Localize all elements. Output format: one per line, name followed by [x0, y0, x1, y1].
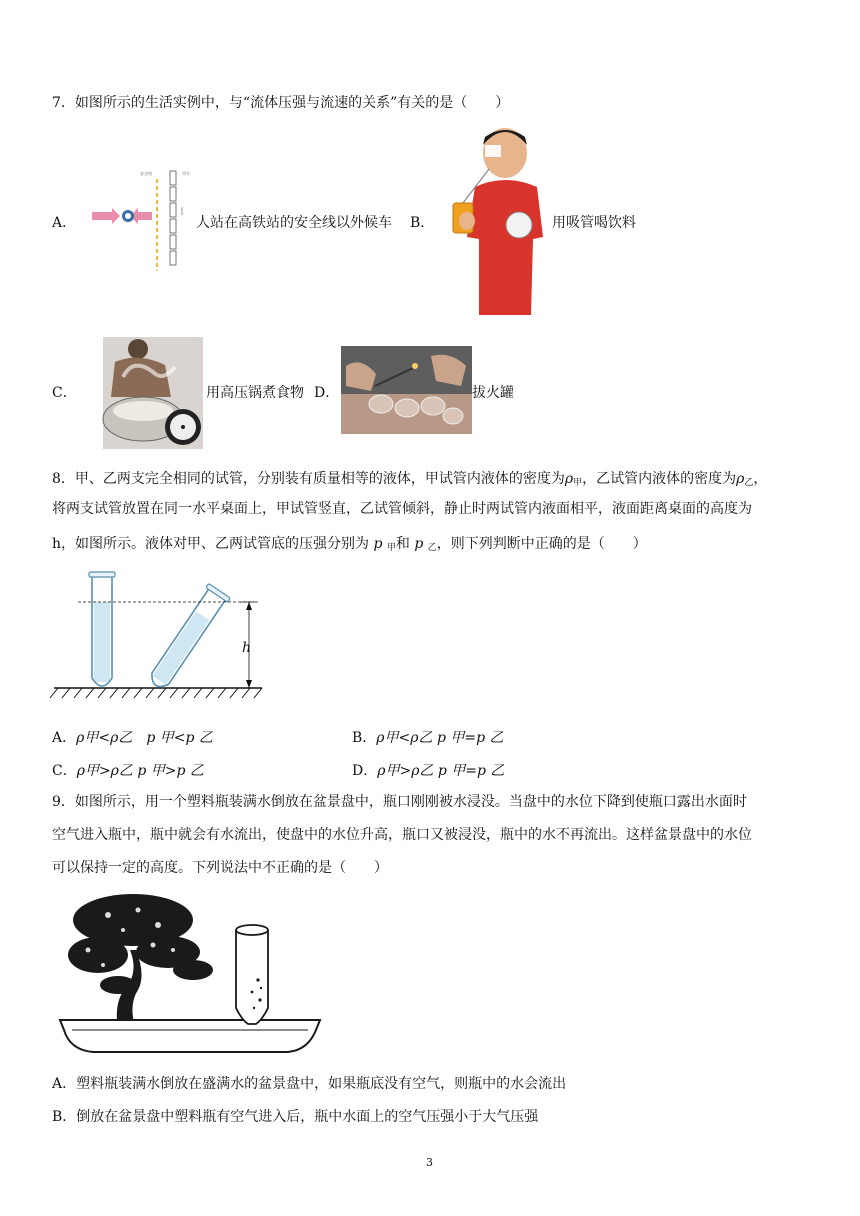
q8-p-yi-sub: 乙	[427, 543, 437, 553]
q8-yi-sub: 乙	[744, 478, 754, 488]
pressure-arrow-right	[92, 208, 120, 224]
q7-option-d-letter: D．	[314, 385, 340, 401]
q8-jia-sub: 甲	[573, 478, 583, 488]
q8-option-c[interactable]: C．ρ甲>ρ乙 p 甲>p 乙	[52, 763, 204, 779]
q8-p-yi: p	[409, 536, 428, 552]
q8-option-d[interactable]: D．ρ甲>ρ乙 p 甲=p 乙	[352, 763, 505, 779]
q9-option-a[interactable]: A．塑料瓶装满水倒放在盛满水的盆景盘中，如果瓶底没有空气，则瓶中的水会流出	[52, 1076, 567, 1092]
q7-figure-a-train-station	[90, 165, 200, 275]
q8-option-b[interactable]: B．ρ甲<ρ乙 p 甲=p 乙	[352, 730, 504, 746]
q8-line1-b: ，乙试管内液体的密度为	[582, 471, 737, 487]
q7-fig-a-train-label: 列车	[182, 171, 190, 176]
q9-bonsai-bottle-figure	[58, 890, 323, 1058]
q8-line3-c: ，则下列判断中正确的是（ ）	[436, 536, 647, 552]
q9-line2: 空气进入瓶中，瓶中就会有水流出，使盘中的水位升高，瓶口又被浸没，瓶中的水不再流出。这样盆景盘中的水位	[52, 827, 752, 843]
q8-line2: 将两支试管放置在同一水平桌面上，甲试管竖直，乙试管倾斜，静止时两试管内液面相平，液面距离桌面的高度为	[52, 501, 752, 517]
q7-fig-a-safety-label: 安全线	[140, 171, 152, 176]
inverted-bottle	[236, 930, 268, 1024]
table-hatching	[50, 688, 262, 698]
q8-line1-c: ，	[753, 471, 768, 487]
page-number: 3	[426, 1156, 433, 1169]
q8-line1	[52, 469, 767, 493]
q8-line3-b: 和	[395, 536, 410, 552]
tube-yi	[145, 584, 230, 693]
q7-option-a-letter: A．	[52, 215, 77, 231]
q7-figure-c-pressure-cooker	[103, 337, 203, 449]
q9-option-b[interactable]: B．倒放在盆景盘中塑料瓶有空气进入后，瓶中水面上的空气压强小于大气压强	[52, 1109, 539, 1125]
q7-option-b-text: 用吸管喝饮料	[552, 215, 636, 231]
q7-stem: 7．如图所示的生活实例中，与“流体压强与流速的关系”有关的是（ ）	[52, 95, 510, 111]
red-shirt	[467, 180, 543, 315]
q8-line1-a: 8．甲、乙两支完全相同的试管，分别装有质量相等的液体，甲试管内液体的密度为	[52, 471, 565, 487]
q7-option-b-letter: B．	[410, 215, 435, 231]
q9-line1: 9．如图所示，用一个塑料瓶装满水倒放在盆景盘中，瓶口刚刚被水浸没。当盘中的水位下降到使瓶口露出水面时	[52, 794, 747, 810]
q8-rho-yi: ρ	[736, 471, 745, 487]
q8-test-tubes-figure	[54, 570, 266, 706]
h-label: h	[242, 640, 252, 656]
q7-option-d-text: 拔火罐	[472, 385, 514, 401]
q8-p-jia: p	[369, 536, 387, 552]
q8-line3-a: h，如图所示。液体对甲、乙两试管底的压强分别为	[52, 536, 370, 552]
bonsai-tray	[60, 1020, 320, 1052]
liquid-jia	[94, 602, 110, 682]
q7-figure-b-boy-drinking	[445, 125, 545, 315]
q7-figure-d-cupping	[341, 346, 472, 434]
q9-line3: 可以保持一定的高度。下列说法中不正确的是（ ）	[52, 860, 388, 876]
q8-rho-jia: ρ	[564, 471, 574, 487]
q8-option-a[interactable]: A．ρ甲<ρ乙 p 甲<p 乙	[52, 730, 213, 746]
q8-line3	[52, 534, 647, 558]
q8-p-jia-sub: 甲	[386, 543, 396, 553]
q7-option-c-letter: C．	[52, 385, 77, 401]
q7-option-a-text: 人站在高铁站的安全线以外候车	[196, 215, 392, 231]
train-cars	[170, 171, 176, 265]
q7-option-c-text: 用高压锅煮食物	[206, 385, 304, 401]
